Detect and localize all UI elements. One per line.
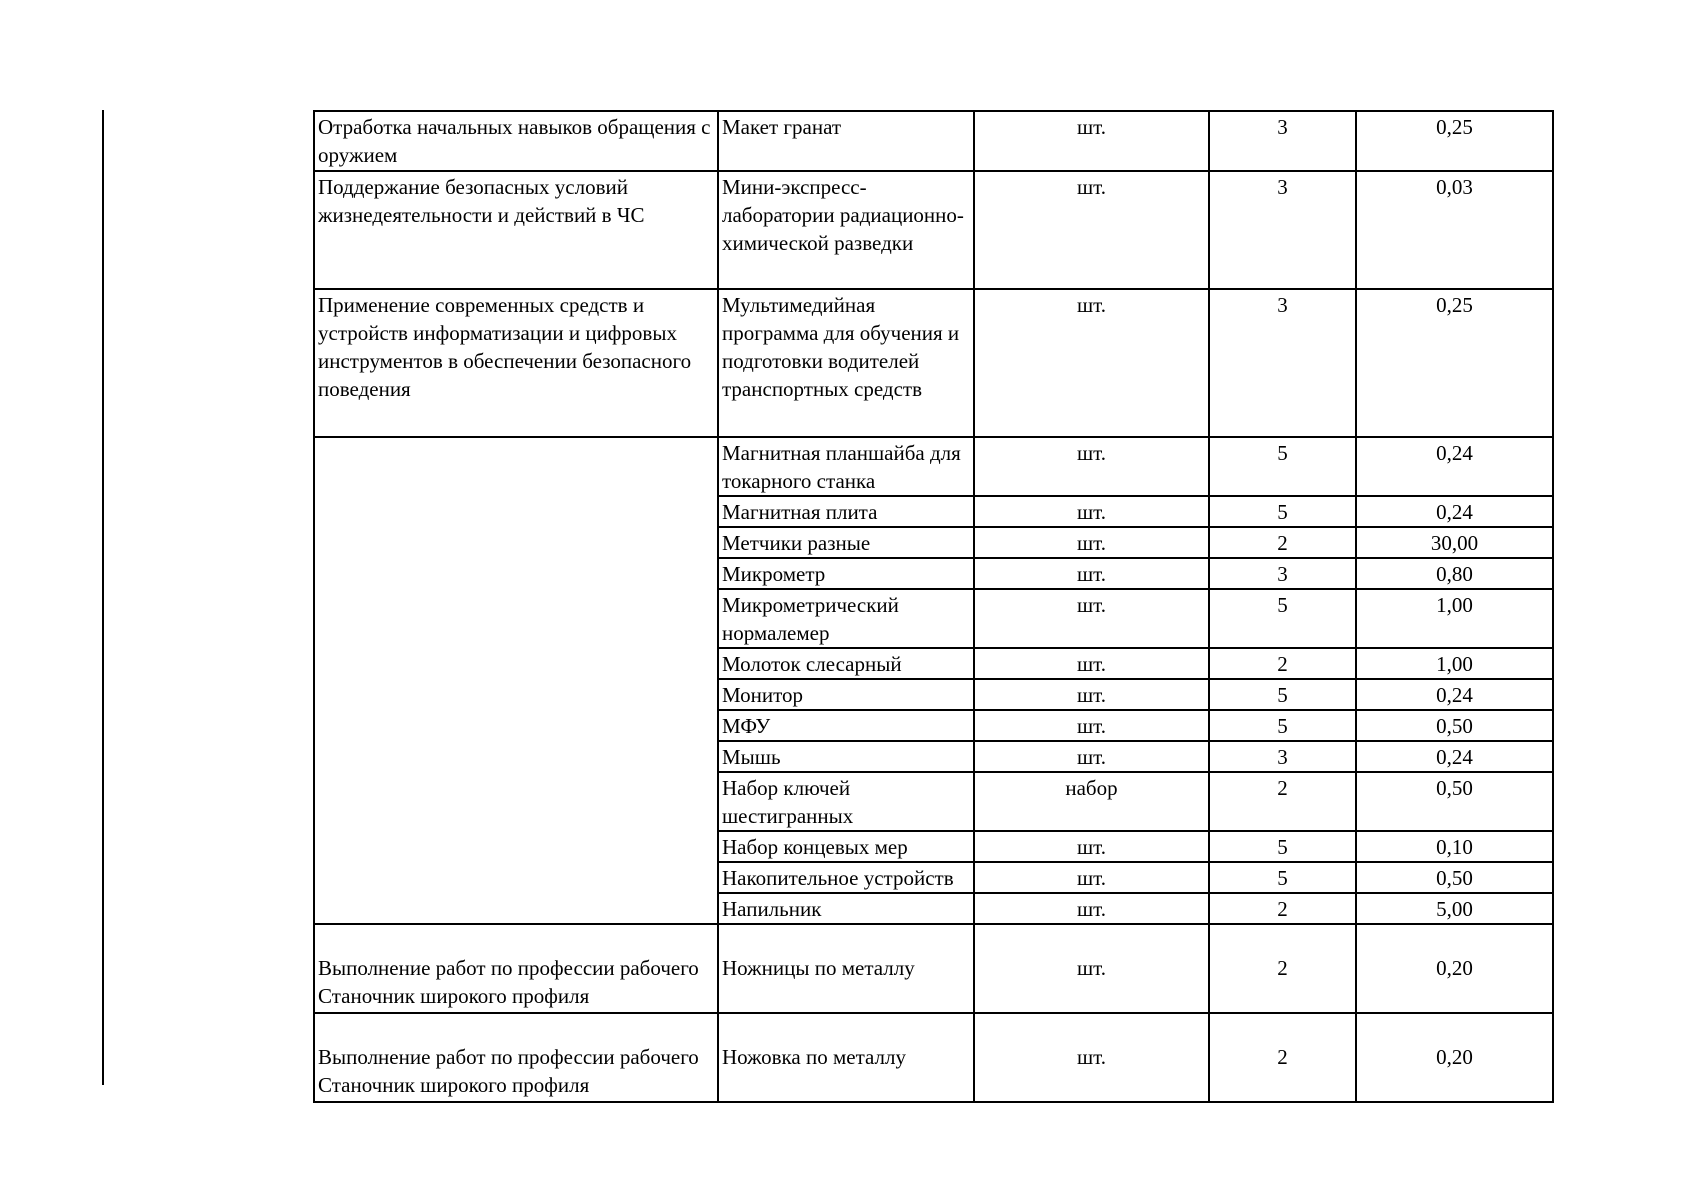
item-cell: Микрометрический нормалемер: [718, 589, 974, 648]
qty-cell: 3: [1209, 111, 1356, 171]
norm-cell: 0,10: [1356, 831, 1553, 862]
norm-cell: 0,20: [1356, 924, 1553, 1013]
unit-cell: шт.: [974, 558, 1209, 589]
norm-cell: 0,03: [1356, 171, 1553, 289]
norm-cell: 0,20: [1356, 1013, 1553, 1102]
qty-cell: 5: [1209, 437, 1356, 496]
unit-cell: шт.: [974, 893, 1209, 924]
unit-cell: шт.: [974, 831, 1209, 862]
table-row: [314, 171, 1553, 289]
item-cell: Набор концевых мер: [718, 831, 974, 862]
item-cell: Монитор: [718, 679, 974, 710]
unit-cell: набор: [974, 772, 1209, 831]
item-cell: Макет гранат: [718, 111, 974, 171]
qty-cell: 5: [1209, 679, 1356, 710]
norm-cell: 1,00: [1356, 589, 1553, 648]
unit-cell: шт.: [974, 111, 1209, 171]
qty-cell: 5: [1209, 710, 1356, 741]
qty-cell: 3: [1209, 289, 1356, 437]
item-cell: Магнитная плита: [718, 496, 974, 527]
item-cell: Ножницы по металлу: [718, 924, 974, 1013]
item-cell: Накопительное устройств: [718, 862, 974, 893]
qty-cell: 3: [1209, 741, 1356, 772]
item-cell: Микрометр: [718, 558, 974, 589]
unit-cell: шт.: [974, 741, 1209, 772]
norm-cell: 0,24: [1356, 496, 1553, 527]
unit-cell: шт.: [974, 679, 1209, 710]
table-row: [314, 111, 1553, 171]
unit-cell: шт.: [974, 171, 1209, 289]
unit-cell: шт.: [974, 862, 1209, 893]
table-row: [314, 437, 1553, 496]
qty-cell: 5: [1209, 496, 1356, 527]
purpose-cell: Выполнение работ по профессии рабочего Станочник широкого профиля: [314, 924, 718, 1013]
item-cell: Напильник: [718, 893, 974, 924]
equipment-table: [313, 110, 1554, 1103]
qty-cell: 2: [1209, 772, 1356, 831]
item-cell: Молоток слесарный: [718, 648, 974, 679]
unit-cell: шт.: [974, 289, 1209, 437]
purpose-cell-empty: [314, 437, 718, 924]
item-cell: Метчики разные: [718, 527, 974, 558]
table-row: [314, 1013, 1553, 1102]
item-cell: Мультимедийная программа для обучения и подготовки водителей транспортных средств: [718, 289, 974, 437]
qty-cell: 5: [1209, 589, 1356, 648]
item-cell: Набор ключей шестигранных: [718, 772, 974, 831]
norm-cell: 0,80: [1356, 558, 1553, 589]
unit-cell: шт.: [974, 1013, 1209, 1102]
unit-cell: шт.: [974, 496, 1209, 527]
norm-cell: 0,25: [1356, 289, 1553, 437]
item-cell: Мышь: [718, 741, 974, 772]
qty-cell: 2: [1209, 893, 1356, 924]
unit-cell: шт.: [974, 589, 1209, 648]
purpose-cell: Отработка начальных навыков обращения с оружием: [314, 111, 718, 171]
item-cell: Ножовка по металлу: [718, 1013, 974, 1102]
item-cell: МФУ: [718, 710, 974, 741]
norm-cell: 0,50: [1356, 862, 1553, 893]
norm-cell: 0,24: [1356, 437, 1553, 496]
qty-cell: 2: [1209, 527, 1356, 558]
qty-cell: 3: [1209, 558, 1356, 589]
norm-cell: 0,25: [1356, 111, 1553, 171]
norm-cell: 30,00: [1356, 527, 1553, 558]
qty-cell: 5: [1209, 831, 1356, 862]
norm-cell: 0,24: [1356, 741, 1553, 772]
norm-cell: 1,00: [1356, 648, 1553, 679]
item-cell: Мини-экспресс-лаборатории радиационно-химической разведки: [718, 171, 974, 289]
qty-cell: 5: [1209, 862, 1356, 893]
qty-cell: 2: [1209, 648, 1356, 679]
unit-cell: шт.: [974, 924, 1209, 1013]
unit-cell: шт.: [974, 648, 1209, 679]
unit-cell: шт.: [974, 710, 1209, 741]
qty-cell: 2: [1209, 1013, 1356, 1102]
page-margin-rule: [102, 110, 104, 1085]
purpose-cell: Выполнение работ по профессии рабочего Станочник широкого профиля: [314, 1013, 718, 1102]
norm-cell: 0,50: [1356, 710, 1553, 741]
qty-cell: 3: [1209, 171, 1356, 289]
table-row: [314, 289, 1553, 437]
item-cell: Магнитная планшайба для токарного станка: [718, 437, 974, 496]
unit-cell: шт.: [974, 437, 1209, 496]
purpose-cell: Применение современных средств и устройств информатизации и цифровых инструментов в обеспечении безопасного поведения: [314, 289, 718, 437]
table-row: [314, 924, 1553, 1013]
purpose-cell: Поддержание безопасных условий жизнедеятельности и действий в ЧС: [314, 171, 718, 289]
qty-cell: 2: [1209, 924, 1356, 1013]
norm-cell: 0,50: [1356, 772, 1553, 831]
norm-cell: 5,00: [1356, 893, 1553, 924]
norm-cell: 0,24: [1356, 679, 1553, 710]
unit-cell: шт.: [974, 527, 1209, 558]
